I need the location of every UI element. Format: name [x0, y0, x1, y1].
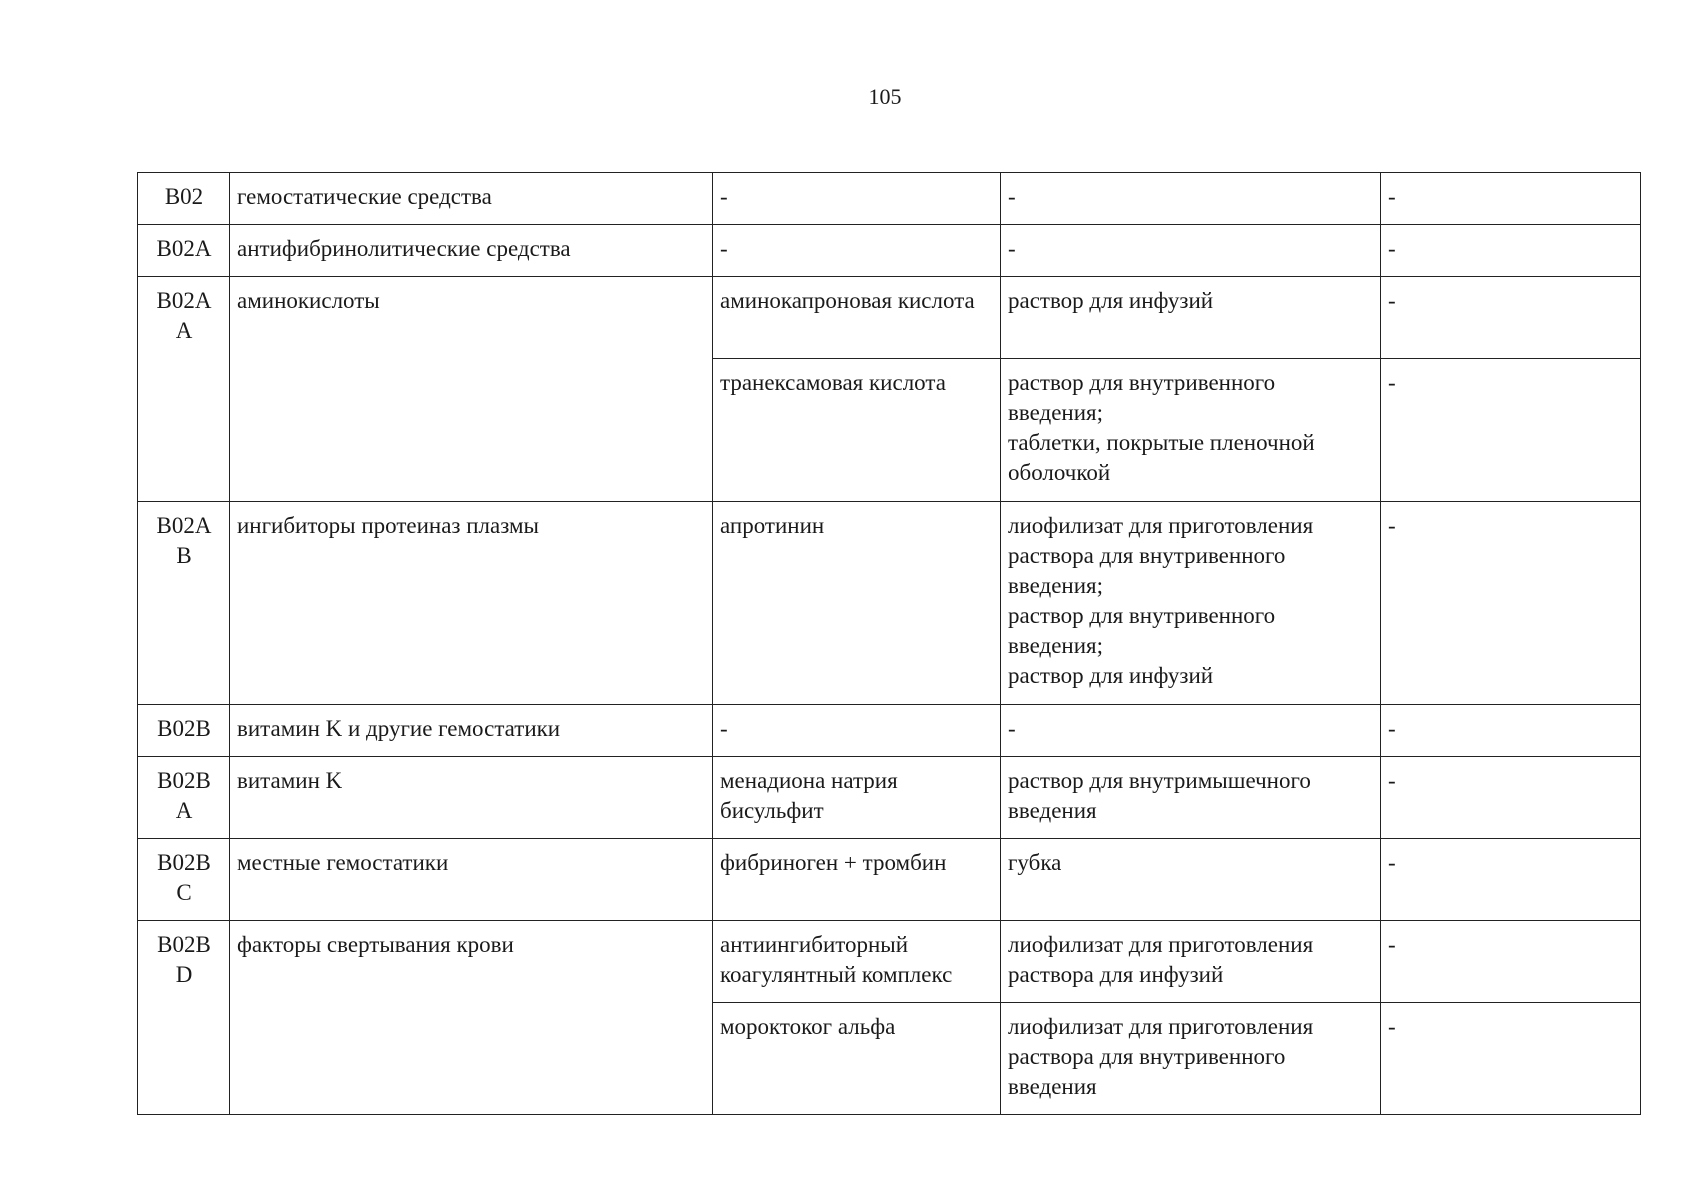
dosage-form-cell: лиофилизат для приготовления раствора для инфузий	[1001, 921, 1381, 1003]
dosage-form-cell: раствор для внутримышечного введения	[1001, 757, 1381, 839]
table-row	[138, 277, 1641, 359]
note-cell: -	[1381, 359, 1641, 502]
note-cell: -	[1381, 502, 1641, 705]
drug-name-cell: фибриноген + тромбин	[713, 839, 1001, 921]
group-cell: местные гемостатики	[230, 839, 713, 921]
table-row	[138, 757, 1641, 839]
note-cell: -	[1381, 705, 1641, 757]
dosage-form-cell: -	[1001, 173, 1381, 225]
atc-code-cell: B02B A	[138, 757, 230, 839]
dosage-form-cell: раствор для инфузий	[1001, 277, 1381, 359]
group-cell: витамин K	[230, 757, 713, 839]
atc-code-cell: B02B	[138, 705, 230, 757]
atc-code-cell: B02B D	[138, 921, 230, 1115]
drug-name-cell: мороктоког альфа	[713, 1003, 1001, 1115]
drug-name-cell: -	[713, 225, 1001, 277]
drug-name-cell: транексамовая кислота	[713, 359, 1001, 502]
atc-code-cell: B02	[138, 173, 230, 225]
drug-name-cell: апротинин	[713, 502, 1001, 705]
dosage-form-cell: -	[1001, 705, 1381, 757]
atc-code-cell: B02A	[138, 225, 230, 277]
dosage-form-cell: губка	[1001, 839, 1381, 921]
table-row	[138, 839, 1641, 921]
note-cell: -	[1381, 225, 1641, 277]
group-cell: витамин K и другие гемостатики	[230, 705, 713, 757]
table-row	[138, 705, 1641, 757]
note-cell: -	[1381, 173, 1641, 225]
drug-name-cell: -	[713, 705, 1001, 757]
group-cell: гемостатические средства	[230, 173, 713, 225]
drug-name-cell: антиингибиторный коагулянтный комплекс	[713, 921, 1001, 1003]
group-cell: антифибринолитические средства	[230, 225, 713, 277]
table-row	[138, 921, 1641, 1003]
dosage-form-cell: лиофилизат для приготовления раствора для внутривенного введения; раствор для внутривенного введения; раствор для инфузий	[1001, 502, 1381, 705]
dosage-form-cell: раствор для внутривенного введения; таблетки, покрытые пленочной оболочкой	[1001, 359, 1381, 502]
note-cell: -	[1381, 757, 1641, 839]
table-row	[138, 502, 1641, 705]
note-cell: -	[1381, 839, 1641, 921]
dosage-form-cell: -	[1001, 225, 1381, 277]
group-cell: факторы свертывания крови	[230, 921, 713, 1115]
note-cell: -	[1381, 1003, 1641, 1115]
drug-name-cell: менадиона натрия бисульфит	[713, 757, 1001, 839]
drug-name-cell: -	[713, 173, 1001, 225]
table-row	[138, 225, 1641, 277]
atc-code-cell: B02A A	[138, 277, 230, 502]
page-number: 105	[868, 84, 902, 109]
group-cell: ингибиторы протеиназ плазмы	[230, 502, 713, 705]
drug-name-cell: аминокапроновая кислота	[713, 277, 1001, 359]
drug-table	[137, 172, 1641, 1115]
note-cell: -	[1381, 277, 1641, 359]
dosage-form-cell: лиофилизат для приготовления раствора для внутривенного введения	[1001, 1003, 1381, 1115]
atc-code-cell: B02A B	[138, 502, 230, 705]
table-row	[138, 173, 1641, 225]
note-cell: -	[1381, 921, 1641, 1003]
atc-code-cell: B02B C	[138, 839, 230, 921]
group-cell: аминокислоты	[230, 277, 713, 502]
